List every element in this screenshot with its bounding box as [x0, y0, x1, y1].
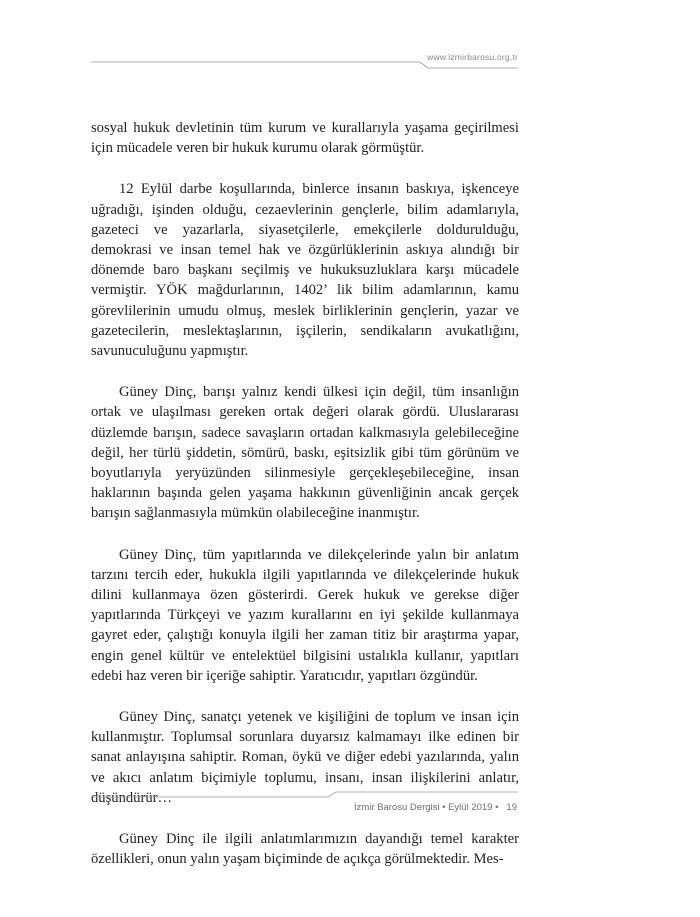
footer-journal: İzmir Barosu Dergisi • Eylül 2019 • [353, 802, 499, 813]
footer-rule [0, 790, 700, 830]
paragraph-1: sosyal hukuk devletinin tüm kurum ve kurallarıyla yaşama geçirilmesi için mücadele veren bir hukuk kurumu olarak görmüştür. [91, 120, 519, 157]
paragraph-2: 12 Eylül darbe koşullarında, binlerce insanın baskıya, işkenceye uğradığı, işinden olduğu, cezaevlerinin gençlerle, bilim adamlarıyla, gazeteci ve yazarlarla, siyasetçilerle, emekçilerle doldurulduğu, demokrasi ve insan temel hak ve özgürlüklerinin askıya alındığı bir dönemde baro başkanı seçilmiş ve hukuksuzluklara karşı mücadele vermiştir. YÖK mağdurlarının, 1402’ lik bilim adamlarının, kamu görevlilerinin umudu olmuş, meslek birliklerinin gençlerin, yazar ve gazetecilerin, meslektaşlarının, işçilerin, sendikaların avukatlığını, savunuculuğunu yapmıştır. [91, 181, 519, 360]
header-url: www.izmirbarosu.org.tr [427, 52, 518, 62]
paragraph-4: Güney Dinç, tüm yapıtlarında ve dilekçelerinde yalın bir anlatım tarzını tercih eder, hukukla ilgili yapıtlarında ve dilekçelerinde hukuk dilini kullanmaya özen gösterirdi. Gerek hukuk ve gerekse diğer yapıtlarında Türkçeyi ve yazım kurallarını en iyi şekilde kullanmaya gayret eder, çalıştığı konuyla ilgili her zaman titiz bir araştırma yapar, engin genel kültür ve entelektüel bilgisini ustalıkla kullanır, yapıtları edebi haz veren bir içeriğe sahiptir. Yaratıcıdır, yapıtları özgündür. [91, 546, 519, 684]
paragraph-3: Güney Dinç, barışı yalnız kendi ülkesi için değil, tüm insanlığın ortak ve ulaşılması gereken ortak değeri olarak gördü. Uluslararası düzlemde barışın, sadece savaşların ortadan kalkmasıyla gelebileceğine değil, her türlü şiddetin, sömürü, baskı, eşitsizlik gibi tüm görünüm ve boyutlarıyla yeryüzünden silinmesiyle gerçekleşebileceğine, insan haklarının başında gelen yaşama hakkının güvenliğinin ancak gerçek barışın sağlanmasıyla mümkün olabileceğine inanmıştır. [91, 384, 519, 522]
paragraph-6: Güney Dinç ile ilgili anlatımlarımızın dayandığı temel karakter özellikleri, onun yalın yaşam biçiminde de açıkça görülmektedir. Mes- [91, 831, 519, 868]
paragraph-5: Güney Dinç, sanatçı yetenek ve kişiliğini de toplum ve insan için kullanmıştır. Toplumsal sorunlara duyarsız kalmamayı ilke edinen bir sanat anlayışına sahiptir. Roman, öykü ve diğer edebi yazılarında, yalın ve akıcı anlatım biçimiyle toplumu, insanı, insan ilişkilerini anlatır, düşündürür… [91, 709, 519, 806]
page-footer [354, 802, 517, 813]
header-rule [0, 0, 700, 80]
page-number: 19 [506, 802, 517, 813]
article-body [91, 118, 519, 870]
